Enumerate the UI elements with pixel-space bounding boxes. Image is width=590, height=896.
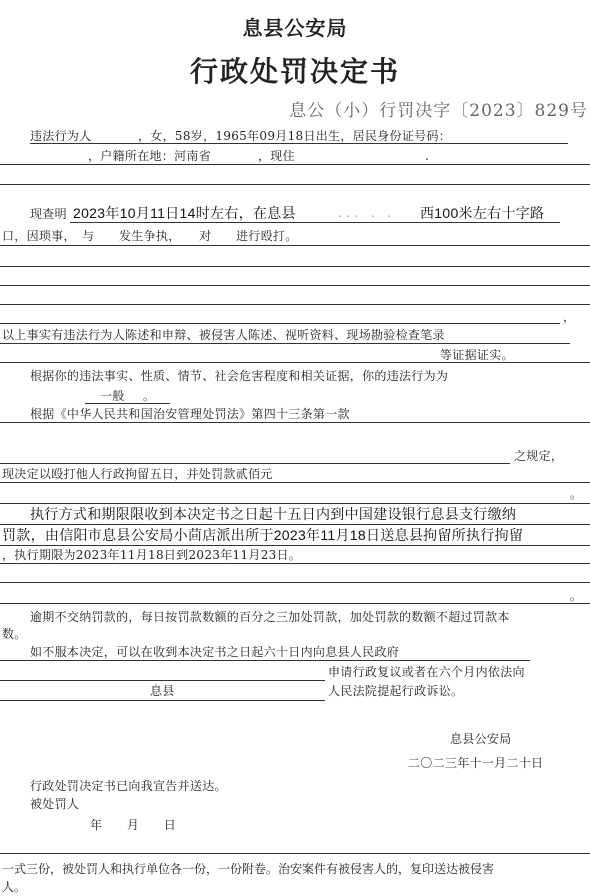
appeal-line-1: 如不服本决定，可以在收到本决定书之日起六十日内向息县人民政府	[30, 645, 400, 659]
receipt-recipient-label: 被处罚人	[30, 797, 80, 811]
offender-current-address-label: ，现住	[258, 149, 295, 163]
late-fee-text: 逾期不交纳罚款的，每日按罚款数额的百分之三加处罚款，加处罚款的数额不超过罚款本	[30, 610, 510, 624]
line-rule	[0, 362, 590, 363]
execution-period: 。	[570, 589, 583, 603]
severity-period: 。	[143, 389, 156, 403]
line-rule	[0, 582, 590, 583]
line-rule	[0, 563, 590, 564]
line-rule	[0, 343, 570, 344]
line-rule	[0, 680, 325, 681]
offender-label: 违法行为人	[30, 129, 92, 143]
line-rule	[0, 700, 325, 701]
line-rule	[0, 660, 530, 661]
offender-residence-label: ，户籍所在地：河南省	[88, 149, 212, 163]
footnote-divider	[0, 853, 590, 854]
line-rule	[0, 266, 590, 267]
line-rule	[0, 503, 590, 504]
execution-line-1: 执行方式和期限限收到本决定书之日起十五日内到中国建设银行息县支行缴纳	[30, 506, 517, 522]
line-rule	[0, 184, 590, 185]
facts-time-place: 2023年10月11日14时左右，在息县	[73, 205, 296, 221]
execution-line-3: ，执行期限为2023年11月18日到2023年11月23日。	[2, 548, 302, 562]
facts-incident: 口，因琐事， 与 发生争执， 对 进行殴打。	[2, 229, 298, 243]
legal-basis-text: 根据《中华人民共和国治安管理处罚法》第四十三条第一款	[30, 407, 350, 421]
signature-agency: 息县公安局	[450, 732, 512, 746]
offender-address-end: .	[425, 149, 430, 163]
legal-basis-end: 之规定，	[514, 449, 564, 463]
redacted-place: . . . . .	[338, 206, 392, 220]
line-rule	[0, 524, 590, 525]
line-rule	[0, 545, 590, 546]
severity-value: 一般	[100, 389, 125, 403]
decision-period: 。	[570, 487, 583, 501]
facts-location-end: 西100米左右十字路	[420, 205, 545, 221]
line-rule	[0, 164, 590, 165]
late-fee-end: 数。	[2, 627, 27, 641]
evidence-end: 等证据证实。	[440, 348, 514, 362]
decision-text: 现决定以殴打他人行政拘留五日，并处罚款贰佰元	[2, 467, 273, 481]
facts-comma: ，	[563, 310, 576, 324]
receipt-statement: 行政处罚决定书已向我宣告并送达。	[30, 779, 227, 793]
footnote-line-1: 一式三份，被处罚人和执行单位各一份，一份附卷。治安案件有被侵害人的，复印送达被侵害	[2, 862, 495, 876]
line-rule	[0, 245, 590, 246]
severity-blank	[85, 403, 170, 404]
appeal-line-2: 申请行政复议或者在六个月内依法向	[328, 665, 525, 679]
line-rule	[0, 422, 590, 423]
line-rule	[0, 463, 510, 464]
line-rule	[30, 143, 568, 144]
document-number: 息公（小）行罚决字〔2023〕829号	[289, 101, 588, 121]
facts-label: 现查明	[30, 207, 67, 221]
line-rule	[70, 222, 560, 223]
line-rule	[0, 323, 560, 324]
line-rule	[0, 482, 590, 483]
line-rule	[0, 304, 590, 305]
line-rule	[0, 603, 590, 604]
receipt-date-blank: 年 月 日	[90, 818, 177, 832]
offender-details: ，女，58岁，1965年09月18日出生，居民身份证号码：	[138, 129, 452, 143]
line-rule	[0, 285, 590, 286]
severity-text: 根据你的违法事实、性质、情节、社会危害程度和相关证据，你的违法行为为	[30, 369, 449, 383]
appeal-court-county: 息县	[150, 684, 175, 698]
agency-header: 息县公安局	[242, 16, 348, 40]
evidence-text: 以上事实有违法行为人陈述和申辩、被侵害人陈述、视听资料、现场勘验检查笔录	[2, 328, 445, 342]
document-title: 行政处罚决定书	[189, 55, 400, 88]
execution-line-2: 罚款，由信阳市息县公安局小茴店派出所于2023年11月18日送息县拘留所执行拘留	[2, 527, 524, 543]
footnote-line-2: 人。	[2, 880, 27, 894]
appeal-line-3: 人民法院提起行政诉讼。	[328, 684, 464, 698]
signature-date: 二〇二三年十一月二十日	[408, 756, 544, 770]
